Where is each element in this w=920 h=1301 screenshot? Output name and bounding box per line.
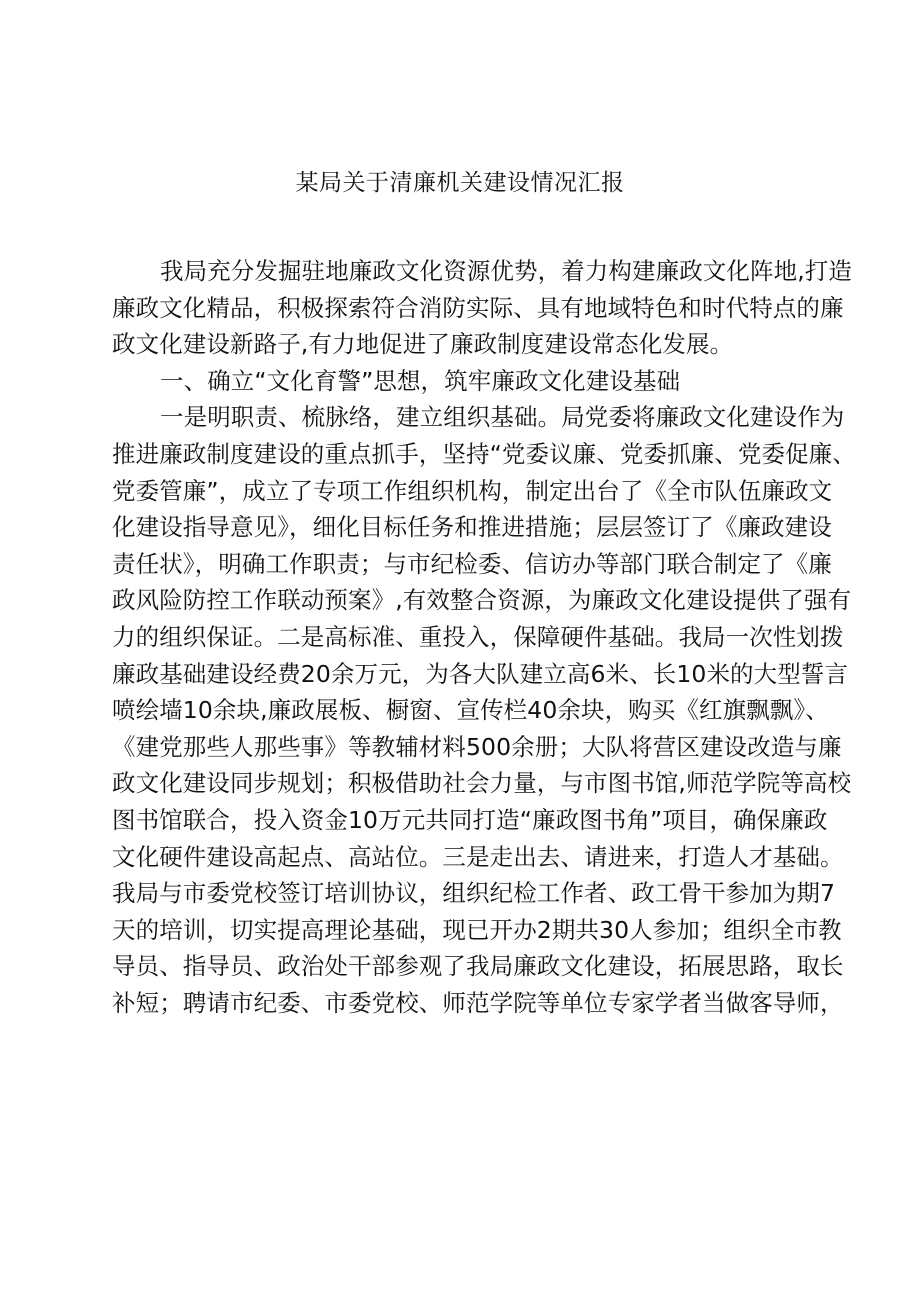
- text-line-6: 推进廉政制度建设的重点抓手，坚持“党委议廉、党委抓廉、党委促廉、: [112, 439, 856, 468]
- text-line-19: 天的培训，切实提高理论基础，现已开办2期共30人参加；组织全市教: [112, 915, 842, 944]
- text-line-7: 党委管廉”，成立了专项工作组织机构，制定出台了《全市队伍廉政文: [112, 476, 833, 505]
- text-line-21: 补短；聘请市纪委、市委党校、师范学院等单位专家学者当做客导师，: [112, 988, 844, 1017]
- text-line-16: 图书馆联合，投入资金10万元共同打造“廉政图书角”项目，确保廉政: [112, 805, 828, 834]
- document-body: [112, 253, 856, 1021]
- text-line-11: 力的组织保证。二是高标准、重投入，保障硬件基础。我局一次性划拨: [112, 622, 844, 651]
- text-line-5: 一是明职责、梳脉络，建立组织基础。局党委将廉政文化建设作为: [160, 403, 845, 432]
- section-heading-1: 一、确立“文化育警”思想，筑牢廉政文化建设基础: [160, 366, 681, 395]
- text-line-20: 导员、指导员、政治处干部参观了我局廉政文化建设，拓展思路，取长: [112, 952, 844, 981]
- text-line-10: 政风险防控工作联动预案》,有效整合资源，为廉政文化建设提供了强有: [112, 586, 852, 615]
- text-line-13: 喷绘墙10余块,廉政展板、橱窗、宣传栏40余块，购买《红旗飘飘》、: [112, 696, 829, 725]
- text-line-12: 廉政基础建设经费20余万元，为各大队建立高6米、长10米的大型誓言: [112, 659, 849, 688]
- text-line-8: 化建设指导意见》，细化目标任务和推进措施；层层签订了《廉政建设: [112, 513, 832, 542]
- text-line-9: 责任状》，明确工作职责；与市纪检委、信访办等部门联合制定了《廉: [112, 549, 832, 578]
- text-line-17: 文化硬件建设高起点、高站位。三是走出去、请进来，打造人才基础。: [112, 842, 844, 871]
- text-line-18: 我局与市委党校签订培训协议，组织纪检工作者、政工骨干参加为期7: [112, 879, 836, 908]
- text-line-15: 政文化建设同步规划；积极借助社会力量，与市图书馆,师范学院等高校: [112, 769, 852, 798]
- text-line-2: 廉政文化精品，积极探索符合消防实际、具有地域特色和时代特点的廉: [112, 293, 844, 322]
- text-line-1: 我局充分发掘驻地廉政文化资源优势，着力构建廉政文化阵地,打造: [160, 257, 852, 285]
- document-title: 某局关于清廉机关建设情况汇报: [295, 170, 625, 196]
- text-line-3: 政文化建设新路子,有力地促进了廉政制度建设常态化发展。: [112, 330, 734, 359]
- text-line-14: 《建党那些人那些事》等教辅材料500余册；大队将营区建设改造与廉: [112, 732, 842, 761]
